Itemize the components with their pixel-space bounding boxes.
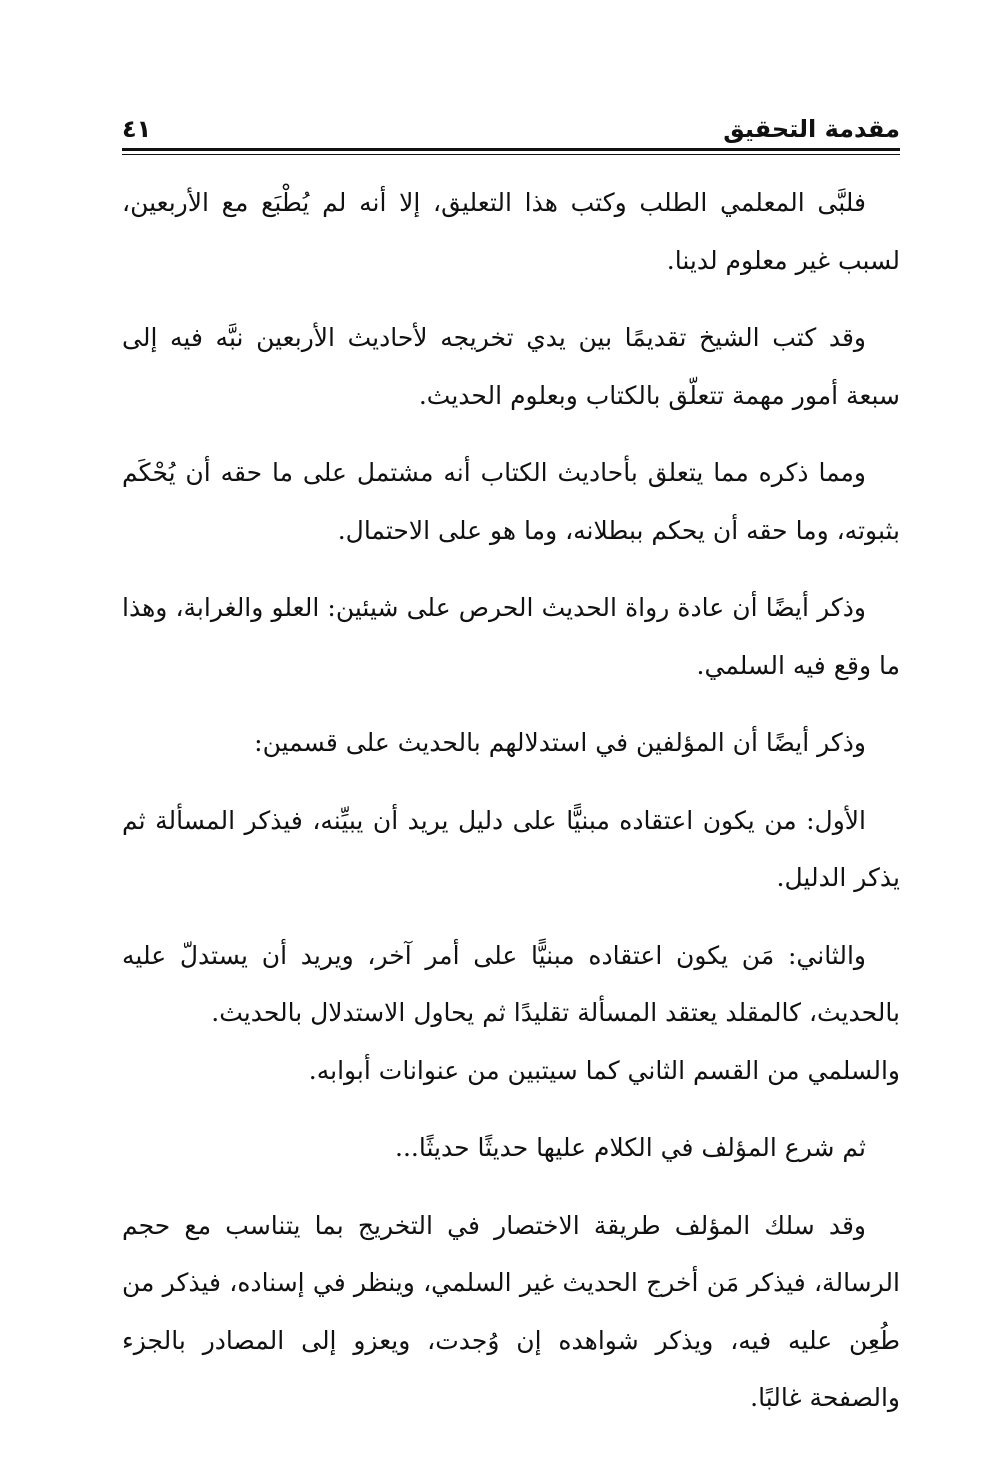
paragraph: وقد كتب الشيخ تقديمًا بين يدي تخريجه لأحاديث الأربعين نبَّه فيه إلى سبعة أمور مهمة تتعلّق بالكتاب وبعلوم الحديث. (122, 323, 900, 410)
paragraph: ثم شرع المؤلف في الكلام عليها حديثًا حديثًا... (395, 1133, 866, 1162)
header-title: مقدمة التحقيق (723, 115, 900, 143)
paragraph: وذكر أيضًا أن المؤلفين في استدلالهم بالحديث على قسمين: (254, 728, 866, 757)
paragraph: وذكر أيضًا أن عادة رواة الحديث الحرص على شيئين: العلو والغرابة، وهذا ما وقع فيه السلمي. (122, 593, 900, 680)
paragraph: والسلمي من القسم الثاني كما سيتبين من عنوانات أبوابه. (308, 1055, 900, 1085)
paragraph: الأول: من يكون اعتقاده مبنيًّا على دليل يريد أن يبيِّنه، فيذكر المسألة ثم يذكر الدليل. (122, 805, 900, 892)
paragraph: فلبَّى المعلمي الطلب وكتب هذا التعليق، إلا أنه لم يُطْبَع مع الأربعين، لسبب غير معلوم لدينا. (122, 188, 900, 275)
paragraph: والثاني: مَن يكون اعتقاده مبنيًّا على أمر آخر، ويريد أن يستدلّ عليه بالحديث، كالمقلد يعتقد المسألة تقليدًا ثم يحاول الاستدلال بالحديث. (122, 940, 900, 1027)
header-rule-thick (122, 148, 900, 151)
body-text (122, 174, 900, 1427)
paragraph: ومما ذكره مما يتعلق بأحاديث الكتاب أنه مشتمل على ما حقه أن يُحْكَم بثبوته، وما حقه أن يحكم ببطلانه، وما هو على الاحتمال. (122, 458, 900, 545)
header-rule-thin (122, 154, 900, 155)
page-number: ٤١ (122, 115, 152, 143)
paragraph: وقد سلك المؤلف طريقة الاختصار في التخريج بما يتناسب مع حجم الرسالة، فيذكر مَن أخرج الحديث غير السلمي، وينظر في إسناده، فيذكر من طُعِن عليه فيه، ويذكر شواهده إن وُجدت، ويعزو إلى المصادر بالجزء والصفحة غالبًا. (122, 1210, 900, 1412)
running-header (122, 112, 900, 148)
